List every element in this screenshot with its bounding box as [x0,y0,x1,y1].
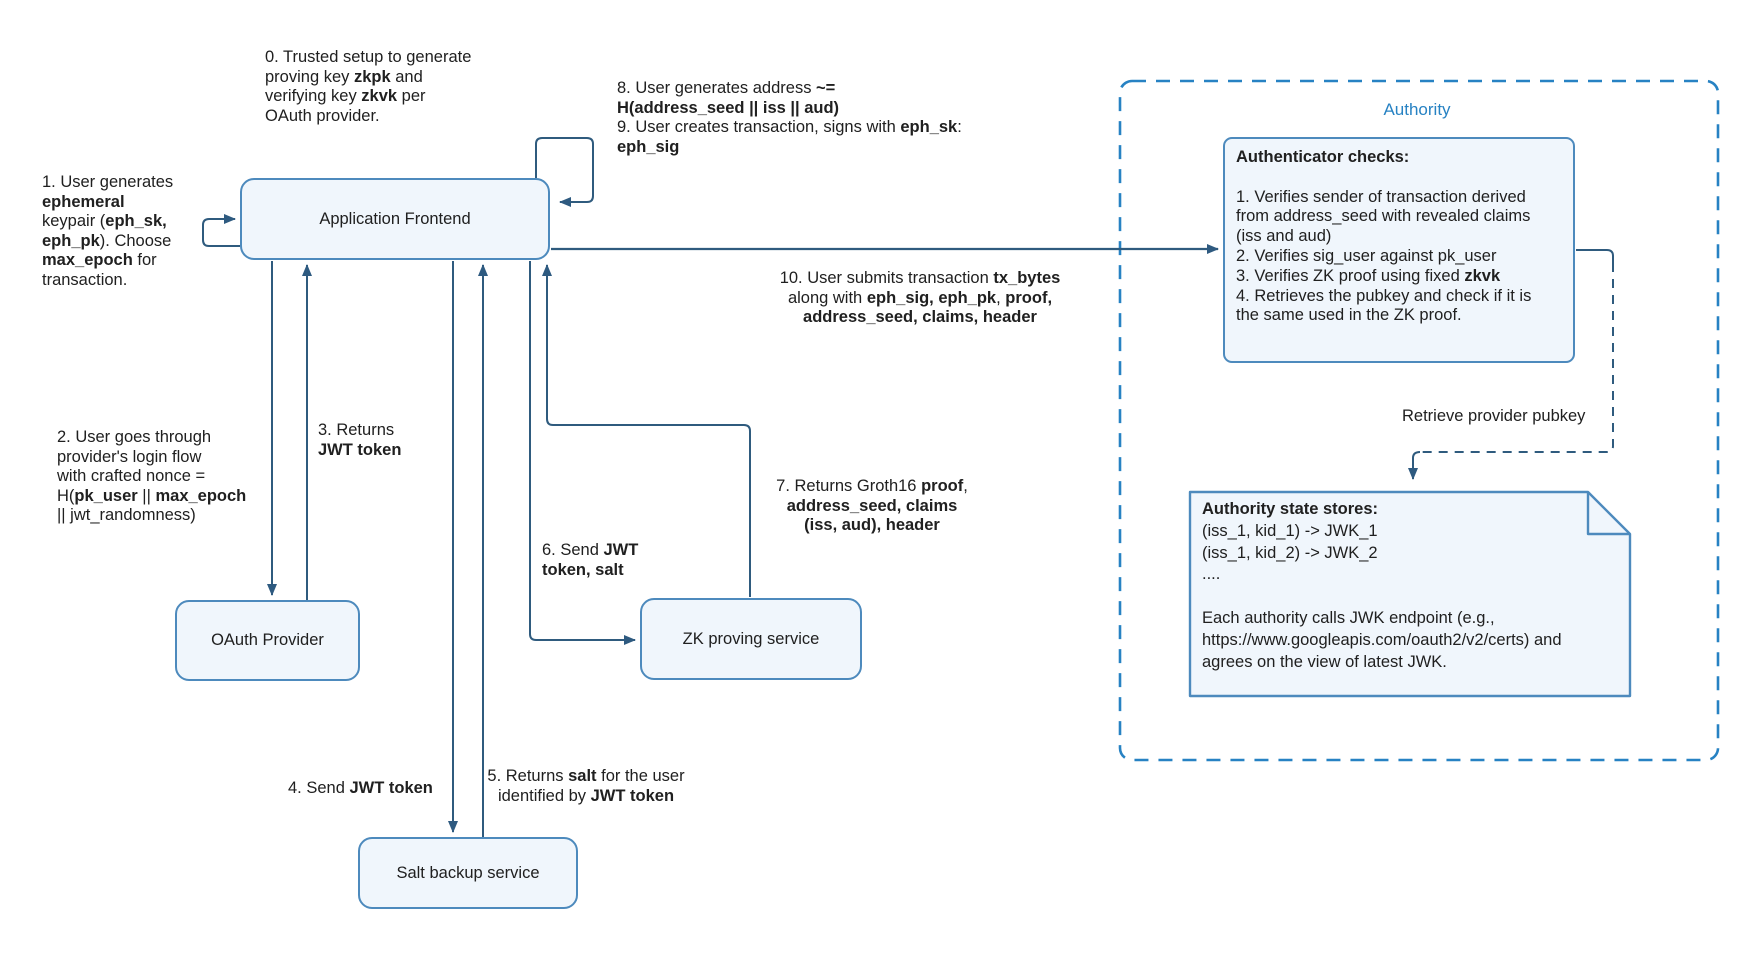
annotation-step3: 3. Returns JWT token [318,421,402,459]
annotation-step2: 2. User goes through provider's login flow with crafted nonce = H(pk_user || max_epoch || jwt_randomness) [57,428,247,525]
arrow-frontend-self-loop-left [203,219,240,246]
annotation-step10: 10. User submits transaction tx_bytes along with eph_sig, eph_pk, proof, address_seed, claims, header [779,269,1061,327]
node-salt-backup-service [358,837,578,909]
annotation-step1: 1. User generates ephemeral keypair (eph_sk, eph_pk). Choose max_epoch for transaction. [42,173,174,289]
arrow-retrieve-pubkey-into-store [1413,452,1420,479]
annotation-step6: 6. Send JWT token, salt [542,541,639,579]
zk-proving-service-label: ZK proving service [682,629,820,648]
authority-state-stores-panel [1202,499,1562,673]
authority-state-stores-body: (iss_1, kid_1) -> JWK_1 (iss_1, kid_2) -> JWK_2 .... Each authority calls JWK endpoint (e.g., https://www.googleapis.com/oauth2/v2/certs) and agrees on the view of latest JWK. [1202,521,1562,671]
authenticator-checks-body: 1. Verifies sender of transaction derived from address_seed with revealed claims (iss and aud) 2. Verifies sig_user against pk_user 3. Verifies ZK proof using fixed zkvk 4. Retrieves the pubkey and check if it is the same used in the ZK proof. [1236,187,1532,325]
authority-container-label: Authority [1383,100,1451,119]
authority-state-stores-title: Authority state stores: [1202,500,1379,518]
authenticator-checks-title: Authenticator checks: [1236,148,1410,166]
salt-backup-service-label: Salt backup service [396,863,540,882]
node-oauth-provider [175,600,360,681]
retrieve-provider-pubkey-label: Retrieve provider pubkey [1402,407,1586,425]
arrow-frontend-to-zk [530,261,635,640]
application-frontend-label: Application Frontend [319,209,471,228]
annotation-step5: 5. Returns salt for the user identified by JWT token [487,767,685,805]
arrow-authenticator-elbow [1576,250,1613,263]
annotation-step4: 4. Send JWT token [288,779,433,797]
node-zk-proving-service [640,598,862,680]
annotation-step0: 0. Trusted setup to generate proving key zkpk and verifying key zkvk per OAuth provider. [265,48,472,125]
annotation-step7: 7. Returns Groth16 proof, address_seed, claims (iss, aud), header [776,477,968,535]
oauth-provider-label: OAuth Provider [211,631,324,649]
node-application-frontend [240,178,550,260]
authenticator-checks-panel [1223,137,1575,363]
annotation-step8-9: 8. User generates address ~= H(address_seed || iss || aud) 9. User creates transaction, signs with eph_sk: eph_sig [617,79,962,156]
